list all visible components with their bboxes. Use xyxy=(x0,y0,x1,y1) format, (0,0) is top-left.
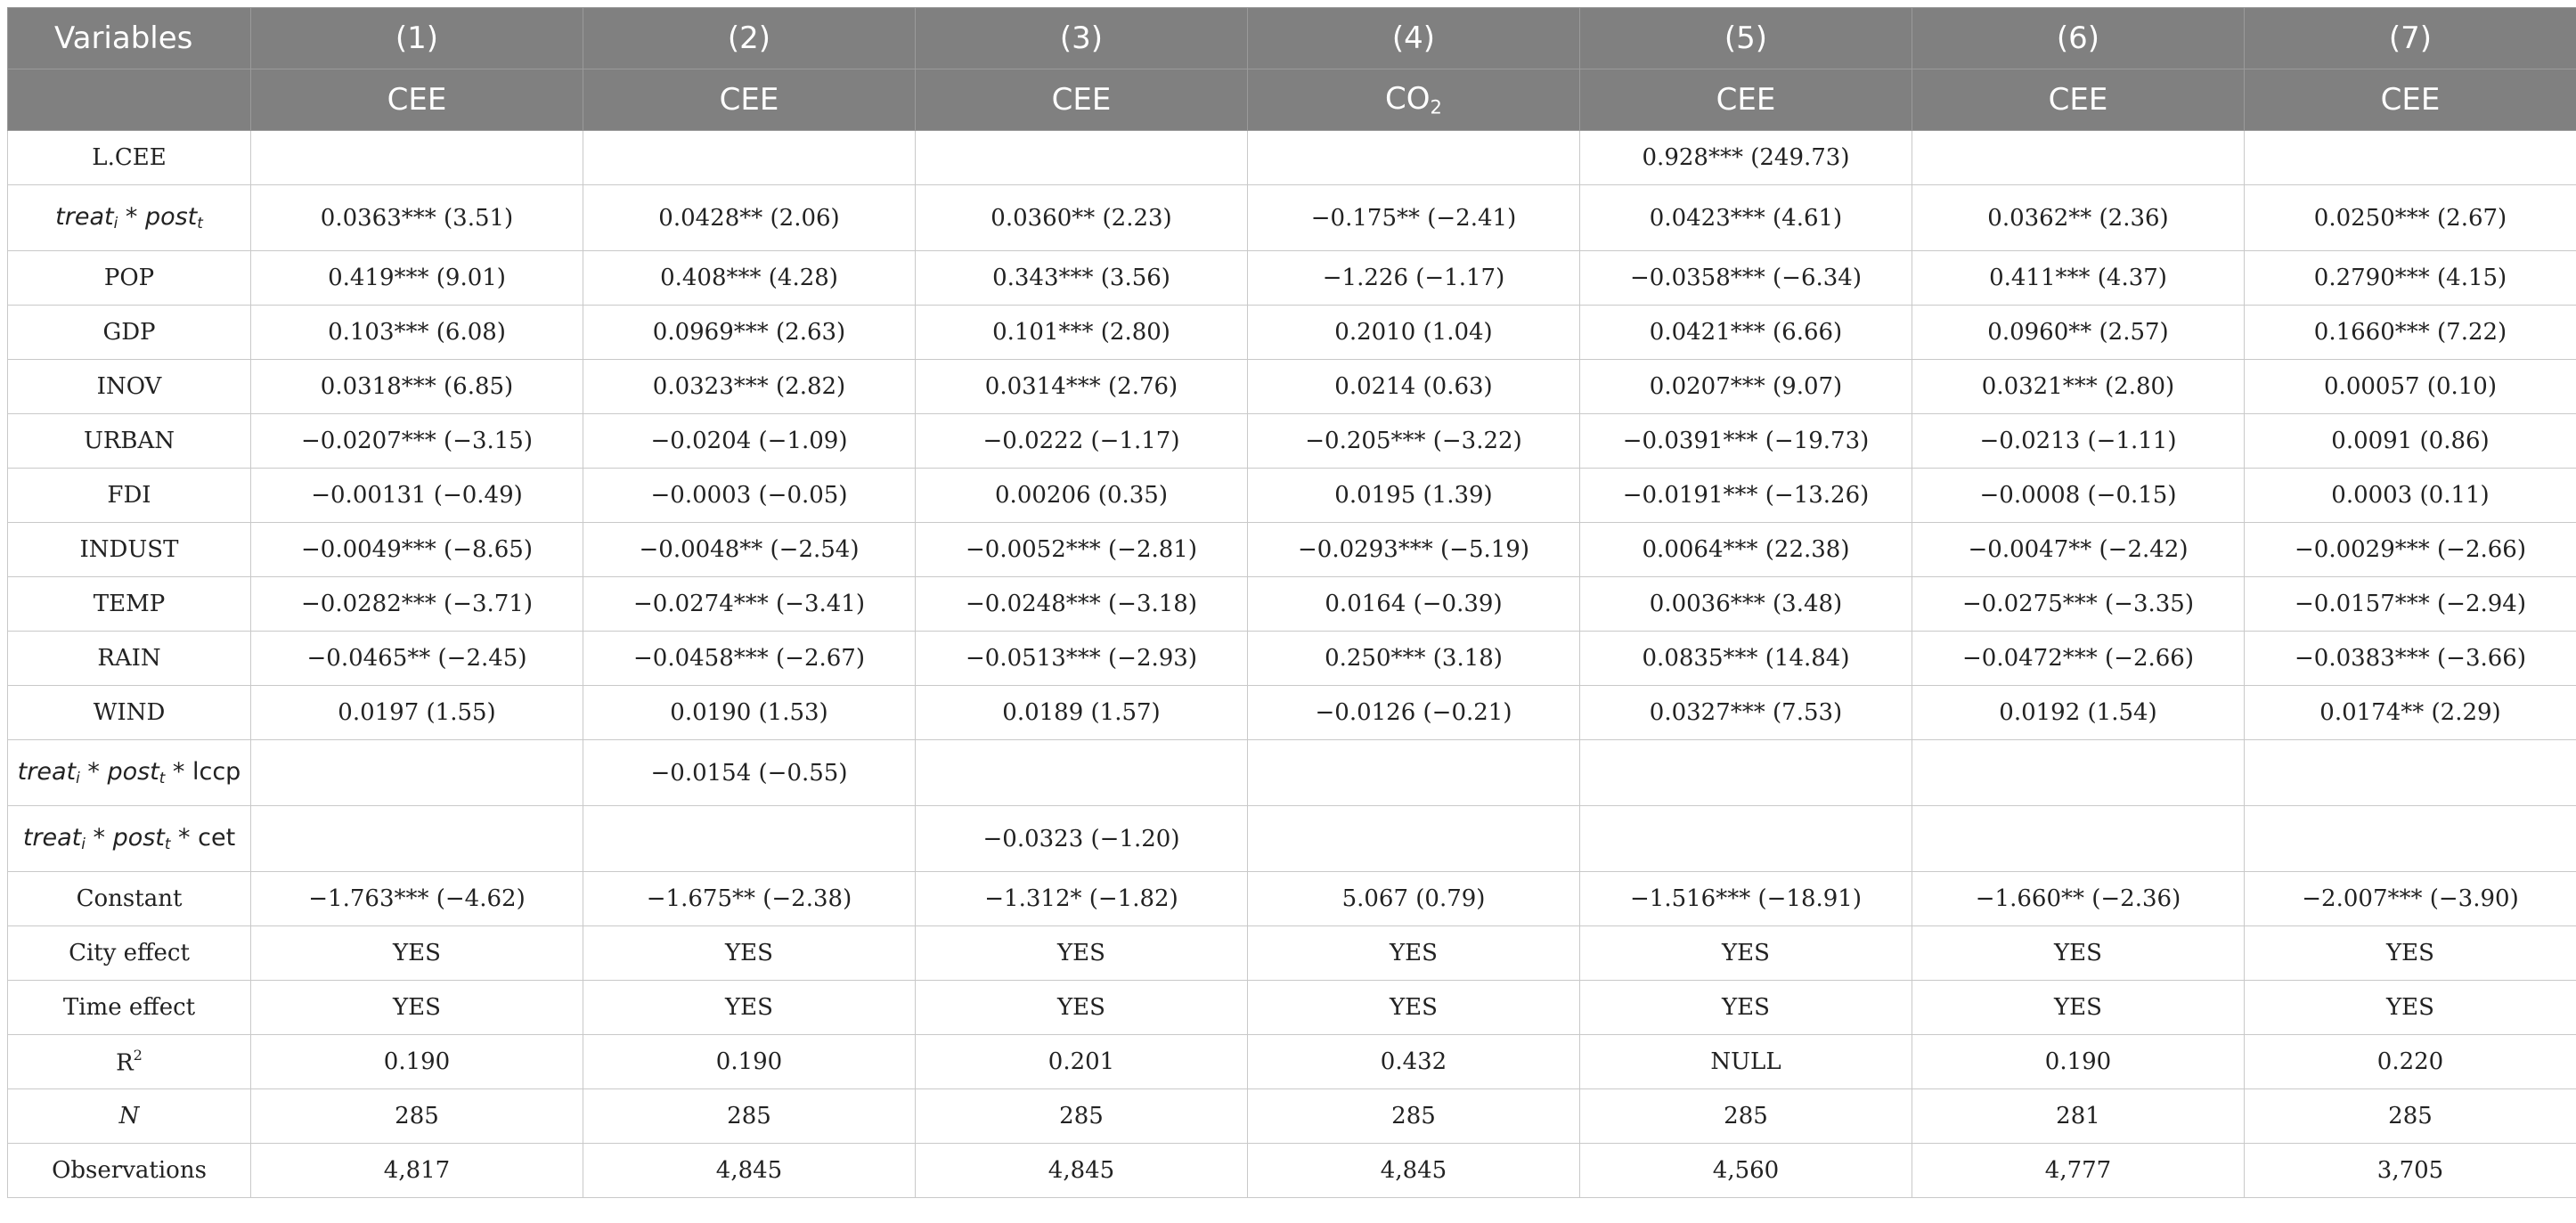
value-cell: YES xyxy=(583,926,916,981)
value-cell: −0.205*** (−3.22) xyxy=(1248,414,1580,469)
value-cell: 0.0360** (2.23) xyxy=(916,185,1248,251)
table-header xyxy=(8,8,2576,131)
value-cell: YES xyxy=(2245,926,2576,981)
value-cell: −1.763*** (−4.62) xyxy=(251,872,583,926)
value-cell: YES xyxy=(916,981,1248,1035)
value-cell: 0.0318*** (6.85) xyxy=(251,360,583,414)
variable-name-cell: Time effect xyxy=(8,981,251,1035)
value-cell: −0.0274*** (−3.41) xyxy=(583,577,916,632)
variable-name-cell: GDP xyxy=(8,306,251,360)
value-cell: 0.190 xyxy=(583,1035,916,1089)
value-cell: 285 xyxy=(1580,1089,1912,1144)
value-cell xyxy=(1580,806,1912,872)
variable-name-cell: L.CEE xyxy=(8,131,251,185)
table-row xyxy=(8,414,2576,469)
variable-name-cell: RAIN xyxy=(8,632,251,686)
value-cell: YES xyxy=(1912,926,2245,981)
value-cell xyxy=(1912,131,2245,185)
value-cell: 3,705 xyxy=(2245,1144,2576,1198)
r-squared-label: R xyxy=(116,1049,134,1077)
table-row xyxy=(8,1035,2576,1089)
value-cell: −1.675** (−2.38) xyxy=(583,872,916,926)
value-cell: 4,777 xyxy=(1912,1144,2245,1198)
table-row xyxy=(8,306,2576,360)
value-cell: −0.0204 (−1.09) xyxy=(583,414,916,469)
value-cell: YES xyxy=(1248,981,1580,1035)
post-label: post xyxy=(107,758,159,787)
value-cell: 0.0835*** (14.84) xyxy=(1580,632,1912,686)
value-cell: 4,560 xyxy=(1580,1144,1912,1198)
value-cell: NULL xyxy=(1580,1035,1912,1089)
value-cell: −0.0383*** (−3.66) xyxy=(2245,632,2576,686)
value-cell: −0.0293*** (−5.19) xyxy=(1248,523,1580,577)
star-operator: * xyxy=(165,758,192,787)
value-cell xyxy=(1248,740,1580,806)
value-cell: −0.0048** (−2.54) xyxy=(583,523,916,577)
value-cell: −0.0052*** (−2.81) xyxy=(916,523,1248,577)
value-cell: −0.0275*** (−3.35) xyxy=(1912,577,2245,632)
table-row xyxy=(8,981,2576,1035)
value-cell: 0.00206 (0.35) xyxy=(916,469,1248,523)
value-cell: −0.0458*** (−2.67) xyxy=(583,632,916,686)
value-cell: 285 xyxy=(583,1089,916,1144)
value-cell: 0.0363*** (3.51) xyxy=(251,185,583,251)
value-cell: 0.220 xyxy=(2245,1035,2576,1089)
value-cell xyxy=(2245,740,2576,806)
table-row xyxy=(8,740,2576,806)
r-squared-sup: 2 xyxy=(133,1047,143,1064)
value-cell: −0.0465** (−2.45) xyxy=(251,632,583,686)
value-cell: −0.0472*** (−2.66) xyxy=(1912,632,2245,686)
table-row xyxy=(8,1089,2576,1144)
variable-name-cell: TEMP xyxy=(8,577,251,632)
value-cell: 281 xyxy=(1912,1089,2245,1144)
value-cell: 4,817 xyxy=(251,1144,583,1198)
table-row xyxy=(8,577,2576,632)
subscript-i: i xyxy=(76,769,80,787)
variable-name-cell: City effect xyxy=(8,926,251,981)
cet-label: cet xyxy=(198,824,236,852)
variable-name-cell xyxy=(8,1035,251,1089)
table-row xyxy=(8,523,2576,577)
value-cell: 0.0189 (1.57) xyxy=(916,686,1248,740)
table-row xyxy=(8,1144,2576,1198)
value-cell: 0.0969*** (2.63) xyxy=(583,306,916,360)
value-cell: −0.0154 (−0.55) xyxy=(583,740,916,806)
value-cell: YES xyxy=(1248,926,1580,981)
value-cell: 0.201 xyxy=(916,1035,1248,1089)
variable-name-cell: URBAN xyxy=(8,414,251,469)
subscript-t: t xyxy=(164,835,171,853)
value-cell: 285 xyxy=(251,1089,583,1144)
value-cell: −0.0391*** (−19.73) xyxy=(1580,414,1912,469)
table-row xyxy=(8,926,2576,981)
value-cell: 0.0421*** (6.66) xyxy=(1580,306,1912,360)
value-cell: 285 xyxy=(2245,1089,2576,1144)
value-cell: −1.660** (−2.36) xyxy=(1912,872,2245,926)
lccp-label: lccp xyxy=(192,758,241,787)
value-cell xyxy=(583,131,916,185)
value-cell: 4,845 xyxy=(1248,1144,1580,1198)
table-row xyxy=(8,806,2576,872)
value-cell: 0.0197 (1.55) xyxy=(251,686,583,740)
value-cell: 0.0323*** (2.82) xyxy=(583,360,916,414)
value-cell xyxy=(251,740,583,806)
variable-name-cell: Observations xyxy=(8,1144,251,1198)
value-cell: 0.928*** (249.73) xyxy=(1580,131,1912,185)
value-cell: 0.0003 (0.11) xyxy=(2245,469,2576,523)
value-cell xyxy=(1912,740,2245,806)
value-cell: −0.00131 (−0.49) xyxy=(251,469,583,523)
value-cell xyxy=(916,131,1248,185)
header-row-models xyxy=(8,8,2576,69)
value-cell: −0.0323 (−1.20) xyxy=(916,806,1248,872)
value-cell: 285 xyxy=(916,1089,1248,1144)
table-row xyxy=(8,251,2576,306)
value-cell: YES xyxy=(1912,981,2245,1035)
table-row xyxy=(8,872,2576,926)
value-cell: YES xyxy=(583,981,916,1035)
value-cell: −0.0248*** (−3.18) xyxy=(916,577,1248,632)
value-cell: 0.0064*** (22.38) xyxy=(1580,523,1912,577)
value-cell xyxy=(916,740,1248,806)
treat-label: treat xyxy=(22,824,82,852)
value-cell: 0.00057 (0.10) xyxy=(2245,360,2576,414)
table-row xyxy=(8,360,2576,414)
value-cell: −0.0047** (−2.42) xyxy=(1912,523,2245,577)
value-cell xyxy=(2245,806,2576,872)
value-cell: −0.0029*** (−2.66) xyxy=(2245,523,2576,577)
table-body xyxy=(8,131,2576,1198)
dependent-3-header: CEE xyxy=(916,69,1248,131)
value-cell: YES xyxy=(2245,981,2576,1035)
n-label: N xyxy=(118,1103,140,1129)
value-cell: 0.419*** (9.01) xyxy=(251,251,583,306)
value-cell: 0.0321*** (2.80) xyxy=(1912,360,2245,414)
value-cell: 0.250*** (3.18) xyxy=(1248,632,1580,686)
value-cell: 0.0164 (−0.39) xyxy=(1248,577,1580,632)
treat-label: treat xyxy=(55,203,114,232)
value-cell: −0.0126 (−0.21) xyxy=(1248,686,1580,740)
dependent-2-header: CEE xyxy=(583,69,916,131)
value-cell: −0.0049*** (−8.65) xyxy=(251,523,583,577)
value-cell: 4,845 xyxy=(916,1144,1248,1198)
value-cell: 0.190 xyxy=(251,1035,583,1089)
regression-table xyxy=(7,7,2576,1198)
value-cell: −1.312* (−1.82) xyxy=(916,872,1248,926)
post-label: post xyxy=(144,203,198,232)
value-cell: −0.0157*** (−2.94) xyxy=(2245,577,2576,632)
post-label: post xyxy=(112,824,165,852)
header-row-dependents xyxy=(8,69,2576,131)
value-cell: 0.0195 (1.39) xyxy=(1248,469,1580,523)
value-cell: YES xyxy=(251,981,583,1035)
value-cell: 0.0036*** (3.48) xyxy=(1580,577,1912,632)
model-4-header: (4) xyxy=(1248,8,1580,69)
value-cell: −0.0282*** (−3.71) xyxy=(251,577,583,632)
dependent-4-header xyxy=(1248,69,1580,131)
model-3-header: (3) xyxy=(916,8,1248,69)
value-cell: 0.1660*** (7.22) xyxy=(2245,306,2576,360)
dependent-1-header: CEE xyxy=(251,69,583,131)
value-cell: −0.0358*** (−6.34) xyxy=(1580,251,1912,306)
value-cell: 0.0091 (0.86) xyxy=(2245,414,2576,469)
model-6-header: (6) xyxy=(1912,8,2245,69)
value-cell xyxy=(1248,806,1580,872)
value-cell xyxy=(251,806,583,872)
value-cell: 0.0214 (0.63) xyxy=(1248,360,1580,414)
dependent-4-text: CO xyxy=(1385,81,1431,118)
value-cell: −1.516*** (−18.91) xyxy=(1580,872,1912,926)
value-cell: −0.175** (−2.41) xyxy=(1248,185,1580,251)
variables-header: Variables xyxy=(8,8,251,69)
value-cell: YES xyxy=(1580,926,1912,981)
variable-name-cell: INDUST xyxy=(8,523,251,577)
value-cell: −0.0222 (−1.17) xyxy=(916,414,1248,469)
value-cell: −0.0513*** (−2.93) xyxy=(916,632,1248,686)
value-cell: 0.2010 (1.04) xyxy=(1248,306,1580,360)
value-cell xyxy=(2245,131,2576,185)
table-row xyxy=(8,632,2576,686)
value-cell: 0.101*** (2.80) xyxy=(916,306,1248,360)
value-cell: 0.0362** (2.36) xyxy=(1912,185,2245,251)
value-cell: −1.226 (−1.17) xyxy=(1248,251,1580,306)
star-operator: * xyxy=(170,824,199,852)
dependent-7-header: CEE xyxy=(2245,69,2576,131)
value-cell: 0.408*** (4.28) xyxy=(583,251,916,306)
subscript-i: i xyxy=(113,214,118,232)
blank-header-cell xyxy=(8,69,251,131)
value-cell: 0.343*** (3.56) xyxy=(916,251,1248,306)
variable-name-cell xyxy=(8,806,251,872)
co2-subscript: 2 xyxy=(1430,95,1442,118)
star-operator: * xyxy=(118,203,145,232)
value-cell xyxy=(251,131,583,185)
value-cell: 0.411*** (4.37) xyxy=(1912,251,2245,306)
value-cell: 5.067 (0.79) xyxy=(1248,872,1580,926)
value-cell: −2.007*** (−3.90) xyxy=(2245,872,2576,926)
subscript-t: t xyxy=(159,769,166,787)
value-cell: 0.0174** (2.29) xyxy=(2245,686,2576,740)
value-cell: YES xyxy=(1580,981,1912,1035)
regression-table-container xyxy=(7,7,2569,1198)
value-cell xyxy=(583,806,916,872)
model-7-header: (7) xyxy=(2245,8,2576,69)
value-cell: 0.0207*** (9.07) xyxy=(1580,360,1912,414)
subscript-t: t xyxy=(197,214,203,232)
value-cell: −0.0207*** (−3.15) xyxy=(251,414,583,469)
value-cell: 0.0960** (2.57) xyxy=(1912,306,2245,360)
star-operator: * xyxy=(85,824,113,852)
value-cell: 0.0314*** (2.76) xyxy=(916,360,1248,414)
value-cell: −0.0213 (−1.11) xyxy=(1912,414,2245,469)
variable-name-cell: FDI xyxy=(8,469,251,523)
value-cell: 0.0423*** (4.61) xyxy=(1580,185,1912,251)
value-cell: 0.103*** (6.08) xyxy=(251,306,583,360)
value-cell: YES xyxy=(251,926,583,981)
table-row xyxy=(8,185,2576,251)
value-cell: 0.190 xyxy=(1912,1035,2245,1089)
value-cell: −0.0008 (−0.15) xyxy=(1912,469,2245,523)
value-cell: −0.0191*** (−13.26) xyxy=(1580,469,1912,523)
value-cell: 0.0190 (1.53) xyxy=(583,686,916,740)
value-cell: 0.2790*** (4.15) xyxy=(2245,251,2576,306)
star-operator: * xyxy=(79,758,108,787)
model-2-header: (2) xyxy=(583,8,916,69)
table-row xyxy=(8,469,2576,523)
variable-name-cell xyxy=(8,185,251,251)
value-cell: YES xyxy=(916,926,1248,981)
value-cell: 0.0250*** (2.67) xyxy=(2245,185,2576,251)
variable-name-cell: WIND xyxy=(8,686,251,740)
table-row xyxy=(8,131,2576,185)
treat-label: treat xyxy=(17,758,77,787)
value-cell: 0.0428** (2.06) xyxy=(583,185,916,251)
value-cell: 285 xyxy=(1248,1089,1580,1144)
value-cell: 0.0192 (1.54) xyxy=(1912,686,2245,740)
table-row xyxy=(8,686,2576,740)
value-cell: 0.0327*** (7.53) xyxy=(1580,686,1912,740)
variable-name-cell xyxy=(8,740,251,806)
value-cell: 4,845 xyxy=(583,1144,916,1198)
variable-name-cell: INOV xyxy=(8,360,251,414)
model-1-header: (1) xyxy=(251,8,583,69)
model-5-header: (5) xyxy=(1580,8,1912,69)
value-cell xyxy=(1580,740,1912,806)
value-cell: 0.432 xyxy=(1248,1035,1580,1089)
value-cell xyxy=(1912,806,2245,872)
variable-name-cell: POP xyxy=(8,251,251,306)
value-cell: −0.0003 (−0.05) xyxy=(583,469,916,523)
value-cell xyxy=(1248,131,1580,185)
dependent-5-header: CEE xyxy=(1580,69,1912,131)
variable-name-cell xyxy=(8,1089,251,1144)
subscript-i: i xyxy=(81,835,86,853)
variable-name-cell: Constant xyxy=(8,872,251,926)
dependent-6-header: CEE xyxy=(1912,69,2245,131)
